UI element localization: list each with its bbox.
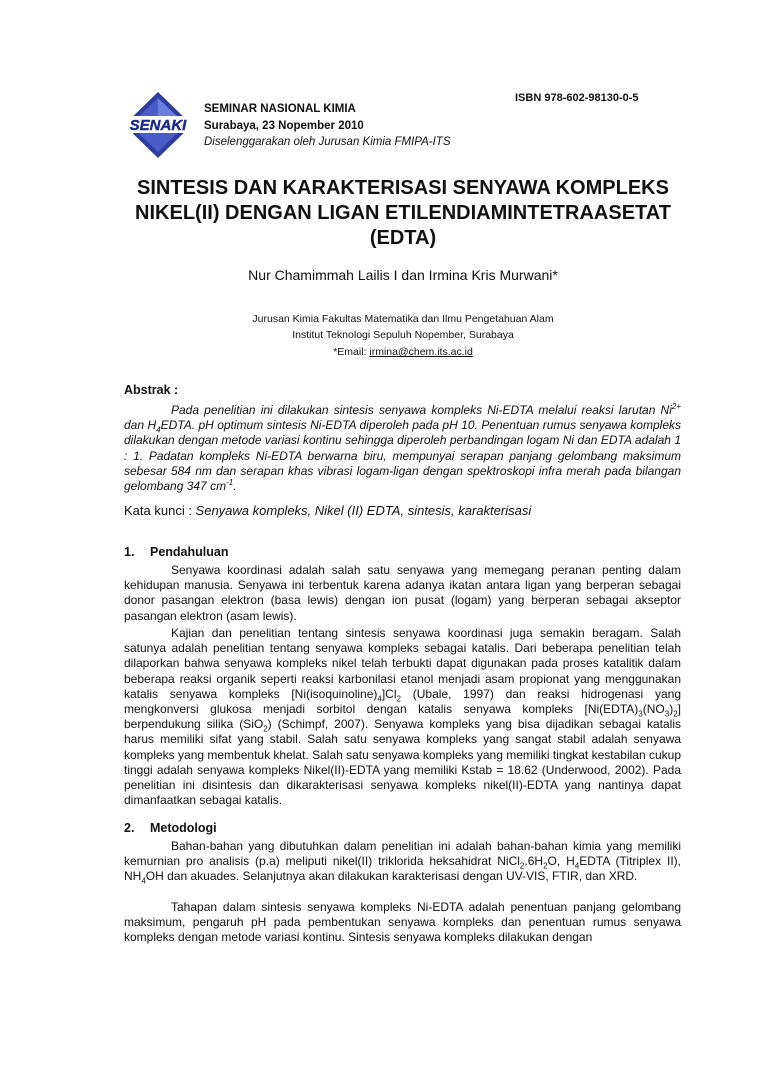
section-1-title: Pendahuluan (150, 545, 229, 559)
paper-title (118, 176, 688, 251)
section-1-paragraph-1: Senyawa koordinasi adalah salah satu senyawa yang memegang peranan penting dalam kehidupan manusia. Senyawa ini terbentuk karena adanya ikatan antara ligan yang berperan sebagai donor pasangan elektron (basa lewis) dengan ion pusat (logam) yang berperan sebagai akseptor pasangan elektron (asam lewis). (124, 563, 681, 623)
senaki-logo (120, 90, 196, 160)
section-1-paragraph-2: Kajian dan penelitian tentang sintesis senyawa koordinasi juga semakin beragam. Salah satunya adalah penelitian tentang senyawa kompleks sebagai katalis. Dari beberapa penelitian telah dilaporkan bahwa senyawa kompleks nikel telah terbukti dapat digunakan pada proses katalitik dalam beberapa reaksi organik seperti reaksi karbonilasi etanol menjadi asam propionat yang menggunakan katalis senyawa kompleks $[Ni(isoquinoline)_4]Cl_2$ (Ubale, 1997) dan reaksi hidrogenasi yang mengkonversi glukosa menjadi sorbitol dengan katalis senyawa kompleks $[Ni(EDTA)_3(NO_3)_2]$ berpendukung silika (SiO$_2$) (Schimpf, 2007). Senyawa kompleks yang bisa dijadikan sebagai katalis harus memiliki sifat yang stabil. Salah satu senyawa kompleks yang sangat stabil adalah senyawa kompleks yang membentuk khelat. Salah satu senyawa kompleks yang memiliki tingkat kestabilan cukup tinggi adalah senyawa kompleks Nikel(II)-EDTA yang memiliki Kstab = 18.62 (Underwood, 2002). Pada penelitian ini disintesis dan dikarakterisasi senyawa kompleks nikel(II)-EDTA yang nantinya dapat dimanfaatkan sebagai katalis. (124, 626, 681, 808)
abstract-heading: Abstrak : (124, 383, 179, 397)
keywords (124, 503, 531, 518)
affiliation-line-1: Jurusan Kimia Fakultas Matematika dan Ilmu Pengetahuan Alam (252, 313, 554, 325)
section-2-paragraph-1: Bahan-bahan yang dibutuhkan dalam penelitian ini adalah bahan-bahan kimia yang memiliki kemurnian pro analisis (p.a) meliputi nikel(II) triklorida heksahidrat $NiCl_2.6H_2O$, $H_4EDTA$ (Titriplex II), $NH_4OH$ dan akuades. Selanjutnya akan dilakukan karakterisasi dengan UV-VIS, FTIR, dan XRD. (124, 839, 681, 886)
section-2-number: 2. (124, 821, 135, 835)
logo-text: SENAKI (129, 117, 187, 134)
seminar-name: SEMINAR NASIONAL KIMIA (204, 103, 356, 115)
section-1-number: 1. (124, 545, 135, 559)
affiliation-email (118, 346, 688, 358)
seminar-organizer: Diselenggarakan oleh Jurusan Kimia FMIPA-ITS (204, 136, 451, 148)
authors: Nur Chamimmah Lailis I dan Irmina Kris Murwani* (248, 267, 558, 283)
keywords-value: Senyawa kompleks, Nikel (II) EDTA, sintesis, karakterisasi (195, 503, 532, 518)
email-link[interactable]: irmina@chem.its.ac.id (369, 346, 473, 358)
section-2-title: Metodologi (150, 821, 217, 835)
isbn-label: ISBN 978-602-98130-0-5 (515, 92, 639, 104)
affiliation-line-2: Institut Teknologi Sepuluh Nopember, Surabaya (292, 329, 514, 341)
title-line-3: (EDTA) (369, 227, 437, 249)
title-line-1: SINTESIS DAN KARAKTERISASI SENYAWA KOMPLEKS (137, 177, 669, 199)
title-line-2: NIKEL(II) DENGAN LIGAN ETILENDIAMINTETRAASETAT (135, 202, 671, 224)
keywords-label: Kata kunci : (124, 503, 196, 518)
email-label: *Email: (333, 346, 370, 358)
seminar-date: Surabaya, 23 Nopember 2010 (204, 120, 364, 132)
abstract-text: Pada penelitian ini dilakukan sintesis senyawa kompleks Ni-EDTA melalui reaksi larutan $Ni^{2+}$ dan $H_4EDTA$. pH optimum sintesis Ni-EDTA diperoleh pada pH 10. Penentuan rumus senyawa kompleks dilakukan dengan metode variasi kontinu sehingga diperoleh perbandingan logam Ni dan EDTA adalah 1 : 1. Padatan kompleks Ni-EDTA berwarna biru, mempunyai serapan panjang gelombang maksimum sebesar 584 nm dan serapan khas vibrasi logam-ligan dengan spektroskopi infra merah pada bilangan gelombang 347 $cm^{-1}$. (124, 402, 681, 494)
section-2-paragraph-2: Tahapan dalam sintesis senyawa kompleks Ni-EDTA adalah penentuan panjang gelombang maksimum, pengaruh pH pada pembentukan senyawa kompleks dan penentuan rumus senyawa kompleks dengan metode variasi kontinu. Sintesis senyawa kompleks dilakukan dengan (124, 900, 681, 945)
